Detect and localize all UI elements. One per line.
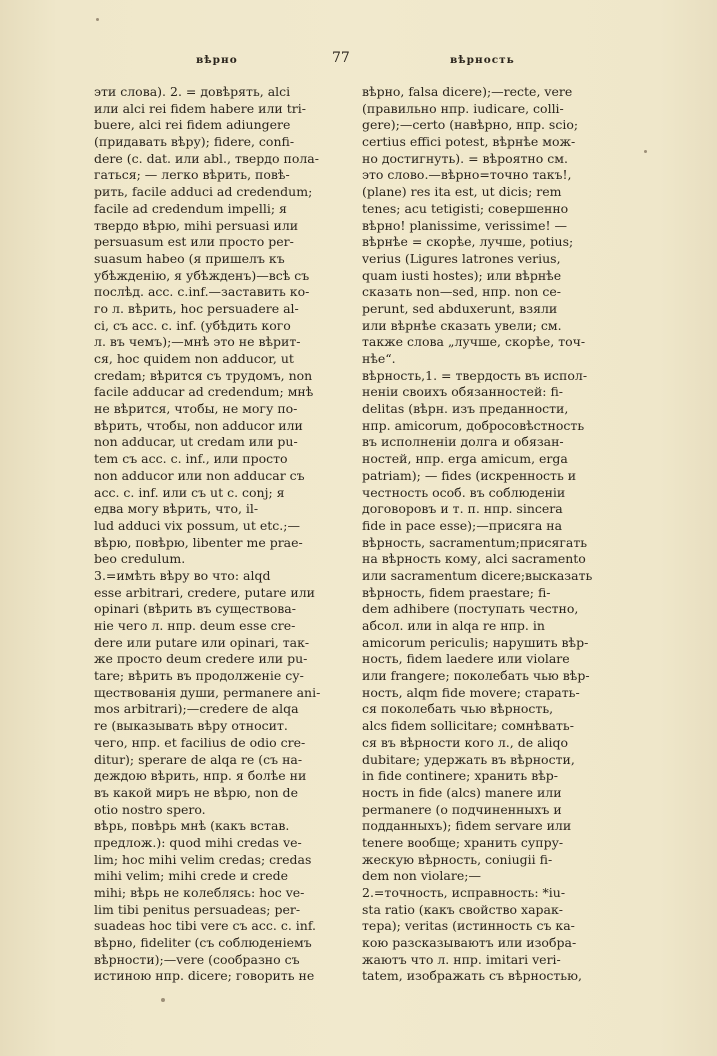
text-line: истиною нпр. dicere; говорить не	[94, 968, 315, 984]
text-line: вѣрность, sacramentum;присягать	[362, 534, 588, 550]
text-line: на вѣрность кому, alci sacramento	[362, 551, 586, 567]
text-line: credam; вѣрится съ трудомъ, non	[94, 367, 313, 383]
text-line: нѣе“.	[362, 351, 396, 366]
paper-speck	[96, 18, 99, 21]
text-line: dem adhibere (поступать честно,	[362, 601, 579, 617]
text-line: tare; вѣрить въ продолженіе су-	[94, 668, 304, 684]
text-line: lud adduci vix possum, ut etc.;—	[94, 517, 300, 533]
text-line: suadeas hoc tibi vere съ acc. c. inf.	[94, 918, 316, 934]
text-line: dere (c. dat. или abl., твердо пола-	[94, 150, 319, 166]
text-line: facile ad credendum impelli; я	[94, 200, 287, 216]
text-line: buere, alci rei fidem adiungere	[94, 117, 291, 133]
text-line: чего, нпр. et facilius de odio cre-	[94, 734, 306, 750]
text-line: lim tibi penitus persuadeas; per-	[94, 901, 301, 917]
paper-speck	[161, 998, 165, 1002]
text-line: неніи своихъ обязанностей: fi-	[362, 384, 564, 400]
header-left-word: вѣрно	[196, 54, 238, 66]
text-line: предлож.): quod mihi credas ve-	[94, 834, 302, 850]
text-line: lim; hoc mihi velim credas; credas	[94, 851, 312, 867]
text-line: 2.=точность, исправность: *iu-	[362, 885, 566, 900]
header-right-word: вѣрность	[450, 54, 515, 66]
text-line: ность, fidem laedere или violare	[362, 651, 570, 667]
text-line: твердо вѣрю, mihi persuasi или	[94, 217, 299, 233]
text-line: mihi; вѣрь не колеблясь: hoc ve-	[94, 885, 305, 900]
text-line: подданныхъ); fidem servare или	[362, 818, 572, 834]
text-line: (придавать вѣру); fidere, confi-	[94, 134, 295, 150]
text-line: re (выказывать вѣру относит.	[94, 718, 288, 734]
text-line: dubitare; удержать въ вѣрности,	[362, 751, 575, 767]
text-line: non adducar, ut credam или pu-	[94, 434, 298, 450]
text-line: вѣрить, чтобы, non adducor или	[94, 417, 303, 433]
text-line: убѣжденію, я убѣжденъ)—всѣ съ	[94, 267, 310, 283]
text-line: или frangere; поколебать чью вѣр-	[362, 668, 590, 684]
text-line: въ какой миръ не вѣрю, non de	[94, 784, 298, 800]
text-line: это слово.—вѣрно=точно такъ!,	[362, 167, 572, 183]
text-line: non adducor или non adducar съ	[94, 467, 305, 483]
text-line: или alci rei fidem habere или tri-	[94, 100, 306, 116]
text-line: л. въ чемъ);—мнѣ это не вѣрит-	[94, 334, 301, 350]
text-line: ность in fide (alcs) manere или	[362, 784, 562, 800]
text-line: вѣрность,1. = твердость въ испол-	[362, 367, 588, 383]
text-line: mihi velim; mihi crede и crede	[94, 868, 289, 884]
text-line: ся поколебать чью вѣрность,	[362, 701, 554, 717]
text-line: dere или putare или opinari, так-	[94, 634, 310, 650]
text-line: ся въ вѣрности кого л., de aliqo	[362, 734, 569, 750]
text-line: ностей, нпр. erga amicum, erga	[362, 451, 568, 467]
text-line: ci, съ acc. c. inf. (убѣдить кого	[94, 317, 291, 333]
text-line: opinari (вѣрить въ существова-	[94, 601, 296, 617]
text-line: также слова „лучше, скорѣе, точ-	[362, 334, 586, 350]
text-line: delitas (вѣрн. изъ преданности,	[362, 401, 569, 417]
text-line: рить, facile adduci ad credendum;	[94, 184, 313, 200]
text-line: послѣд. acc. c.inf.—заставить ко-	[94, 284, 310, 300]
text-line: вѣрно! planissime, verissime! —	[362, 217, 567, 233]
text-line: деждою вѣрить, нпр. я болѣе ни	[94, 768, 307, 784]
text-line: вѣрнѣе = скорѣе, лучше, potius;	[362, 234, 574, 250]
text-line: едва могу вѣрить, что, il-	[94, 501, 259, 517]
text-line: честность особ. въ соблюденіи	[362, 484, 566, 500]
text-line: или sacramentum dicere;высказать	[362, 567, 593, 583]
text-line: amicorum periculis; нарушить вѣр-	[362, 634, 589, 650]
text-line: ся, hoc quidem non adducor, ut	[94, 351, 294, 366]
text-line: gere);—certo (навѣрно, нпр. scio;	[362, 117, 579, 133]
text-line: договоровъ и т. п. нпр. sincera	[362, 501, 563, 517]
text-line: но достигнуть). = вѣроятно см.	[362, 150, 568, 166]
text-line: въ исполненіи долга и обязан-	[362, 434, 564, 450]
text-line: otio nostro spero.	[94, 801, 206, 817]
text-line: patriam); — fides (искренность и	[362, 467, 577, 483]
text-line: suasum habeo (я пришелъ къ	[94, 250, 285, 266]
text-line: perunt, sed abduxerunt, взяли	[362, 300, 558, 316]
text-line: го л. вѣрить, hoc persuadere al-	[94, 300, 299, 316]
text-line: абсол. или in alqa re нпр. in	[362, 618, 545, 633]
text-line: ніе чего л. нпр. deum esse cre-	[94, 618, 296, 633]
text-line: persuasum est или просто per-	[94, 234, 294, 250]
text-line: facile adducar ad credendum; мнѣ	[94, 384, 314, 400]
text-line: жескую вѣрность, coniugii fi-	[362, 851, 553, 867]
page-number: 77	[332, 50, 350, 66]
text-line: tatem, изображать съ вѣрностью,	[362, 968, 582, 984]
text-line: вѣрно, falsa dicere);—recte, vere	[362, 84, 573, 99]
text-line: tenere вообще; хранить супру-	[362, 834, 564, 850]
left-column	[94, 84, 348, 985]
text-line: verius (Ligures latrones verius,	[362, 250, 561, 266]
text-line: сказать non—sed, нпр. non ce-	[362, 284, 561, 300]
text-line: гаться; — легко вѣрить, повѣ-	[94, 167, 290, 183]
text-line: quam iusti hostes); или вѣрнѣе	[362, 267, 562, 283]
text-line: mos arbitrari);—credere de alqa	[94, 701, 299, 717]
text-line: эти слова). 2. = довѣрять, alci	[94, 84, 291, 99]
text-line: alcs fidem sollicitare; сомнѣвать-	[362, 718, 574, 734]
text-line: нпр. amicorum, добросовѣстность	[362, 417, 585, 433]
text-line: вѣрю, повѣрю, libenter me prae-	[94, 534, 303, 550]
text-line: tem съ acc. c. inf., или просто	[94, 451, 288, 467]
text-line: (правильно нпр. iudicare, colli-	[362, 100, 564, 116]
text-line: или вѣрнѣе сказать увели; см.	[362, 317, 562, 333]
text-line: esse arbitrari, credere, putare или	[94, 584, 315, 600]
page-header	[0, 50, 717, 74]
text-line: тера); veritas (истинность съ ка-	[362, 918, 575, 934]
text-line: вѣрь, повѣрь мнѣ (какъ встав.	[94, 818, 290, 834]
text-line: ность, alqm fide movere; старать-	[362, 684, 580, 700]
text-line: sta ratio (какъ свойство харак-	[362, 901, 564, 917]
text-line: жаютъ что л. нпр. imitari veri-	[362, 951, 561, 967]
text-line: in fide continere; хранить вѣр-	[362, 768, 558, 784]
text-line: permanere (о подчиненныхъ и	[362, 801, 562, 817]
text-line: 3.=имѣть вѣру во что: alqd	[94, 567, 271, 583]
text-line: же просто deum credere или pu-	[94, 651, 308, 667]
text-line: вѣрности);—vere (сообразно съ	[94, 951, 300, 967]
text-line: tenes; acu tetigisti; совершенно	[362, 200, 569, 216]
paper-speck	[644, 150, 647, 153]
text-line: fide in pace esse);—присяга на	[362, 517, 563, 533]
text-line: dem non violare;—	[362, 868, 481, 884]
text-line: ществованія души, permanere ani-	[94, 684, 321, 700]
text-line: (plane) res ita est, ut dicis; rem	[362, 184, 562, 200]
text-line: certius effici potest, вѣрнѣе мож-	[362, 134, 576, 150]
text-line: beo credulum.	[94, 551, 186, 567]
text-line: ditur); sperare de alqa re (съ на-	[94, 751, 303, 767]
right-column	[362, 84, 622, 985]
text-line: кою разсказываютъ или изобра-	[362, 935, 577, 951]
text-line: вѣрность, fidem praestare; fi-	[362, 584, 551, 600]
text-line: не вѣрится, чтобы, не могу по-	[94, 401, 298, 417]
text-line: вѣрно, fideliter (съ соблюденіемъ	[94, 935, 312, 951]
text-line: acc. c. inf. или съ ut c. conj; я	[94, 484, 285, 500]
